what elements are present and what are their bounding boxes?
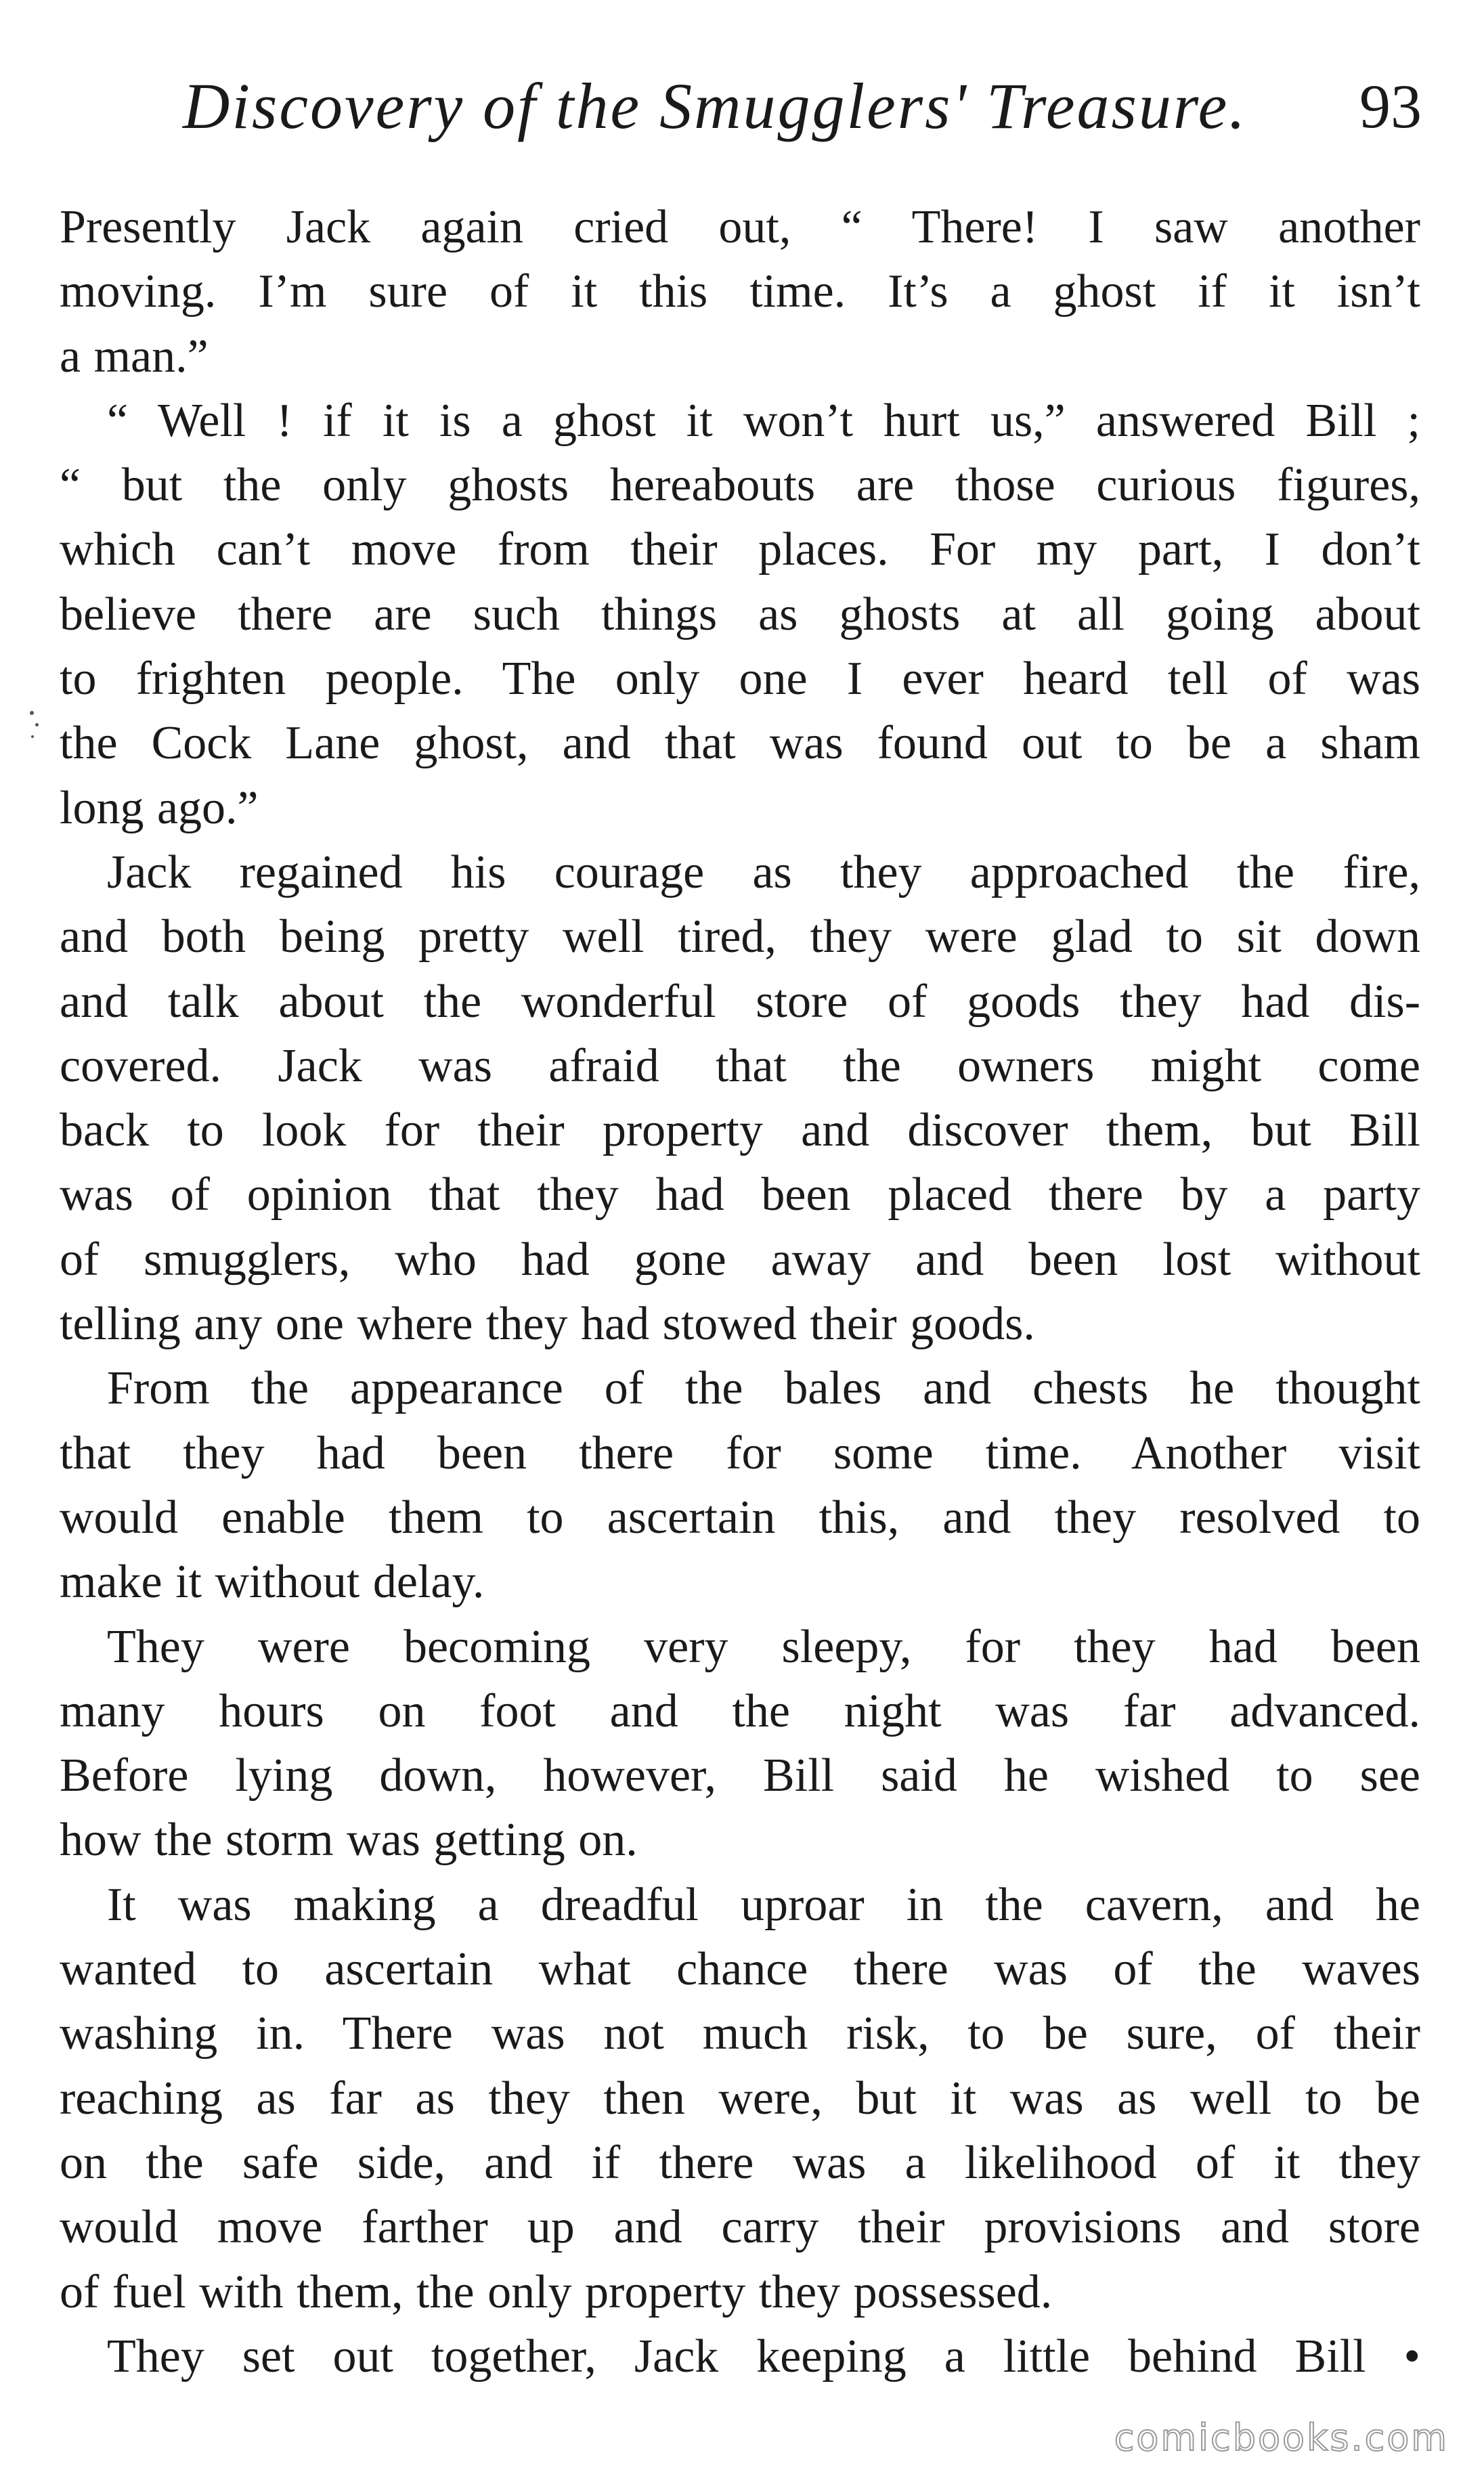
text-line: believe there are such things as ghosts at all going about	[60, 588, 1420, 640]
text-line: Presently Jack again cried out, “ There! I saw another	[60, 201, 1420, 253]
text-line: many hours on foot and the night was far advanced.	[60, 1684, 1420, 1737]
text-line: and talk about the wonderful store of goods they had dis-	[60, 975, 1420, 1028]
text-line: a man.”	[60, 330, 209, 383]
text-line: was of opinion that they had been placed there by a party	[60, 1169, 1420, 1221]
text-line: would move farther up and carry their provisions and store	[60, 2201, 1420, 2254]
text-line: that they had been there for some time. Another visit	[60, 1427, 1420, 1479]
print-speck	[35, 723, 39, 726]
text-line: of smugglers, who had gone away and been lost without	[60, 1233, 1420, 1286]
text-line: wanted to ascertain what chance there was of the waves	[60, 1943, 1420, 1996]
text-line: back to look for their property and discover them, but Bill	[60, 1104, 1420, 1157]
text-line: It was making a dreadful uproar in the cavern, and he	[107, 1878, 1420, 1931]
page-number: 93	[1359, 72, 1422, 141]
running-title: Discovery of the Smugglers' Treasure.	[183, 70, 1248, 142]
text-line: “ but the only ghosts hereabouts are those curious figures,	[60, 459, 1420, 512]
text-line: Jack regained his courage as they approached the fire,	[107, 846, 1420, 898]
print-speck	[31, 735, 34, 738]
text-line: of fuel with them, the only property they possessed.	[60, 2265, 1053, 2318]
text-line: washing in. There was not much risk, to be sure, of their	[60, 2007, 1420, 2060]
text-line: moving. I’m sure of it this time. It’s a ghost if it isn’t	[60, 265, 1420, 318]
text-line: reaching as far as they then were, but it was as well to be	[60, 2072, 1420, 2125]
text-line: telling any one where they had stowed their goods.	[60, 1298, 1035, 1351]
text-line: on the safe side, and if there was a likelihood of it they	[60, 2136, 1420, 2189]
text-line: From the appearance of the bales and chests he thought	[107, 1362, 1420, 1415]
text-line: how the storm was getting on.	[60, 1814, 638, 1867]
text-line: “ Well ! if it is a ghost it won’t hurt us,” answered Bill ;	[107, 394, 1420, 447]
text-line: which can’t move from their places. For my part, I don’t	[60, 523, 1420, 576]
text-line: make it without delay.	[60, 1556, 485, 1609]
text-line: Before lying down, however, Bill said he wished to see	[60, 1749, 1420, 1802]
text-line: covered. Jack was afraid that the owners might come	[60, 1039, 1420, 1092]
watermark: comicbooks.com	[1114, 2416, 1449, 2459]
text-line: They set out together, Jack keeping a little behind Bill •	[107, 2330, 1420, 2383]
text-line: would enable them to ascertain this, and they resolved to	[60, 1491, 1420, 1544]
text-line: and both being pretty well tired, they were glad to sit down	[60, 911, 1420, 963]
text-line: the Cock Lane ghost, and that was found out to be a sham	[60, 717, 1420, 770]
running-head	[183, 62, 1422, 150]
text-line: They were becoming very sleepy, for they had been	[107, 1620, 1420, 1673]
print-speck	[30, 711, 34, 715]
text-line: to frighten people. The only one I ever heard tell of was	[60, 653, 1420, 705]
body-text	[60, 195, 1420, 2389]
text-line: long ago.”	[60, 781, 259, 834]
